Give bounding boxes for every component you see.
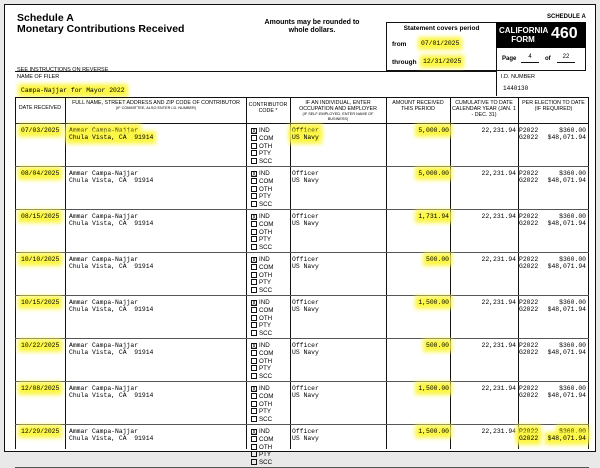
code-option-oth[interactable] xyxy=(251,143,273,151)
code-option-label: OTH xyxy=(259,142,273,150)
code-option-label: COM xyxy=(259,134,274,142)
amount-received: 1,731.94 xyxy=(418,213,449,220)
code-option-oth[interactable] xyxy=(251,229,273,237)
election-amount-primary: $360.00 xyxy=(559,342,586,349)
checkbox[interactable]: X xyxy=(252,386,256,393)
election-code-primary: P2022 xyxy=(519,299,539,306)
code-option-label: IND xyxy=(259,299,270,306)
contributor-address: Chula Vista, CA 91914 xyxy=(69,349,154,356)
amount-received: 5,000.00 xyxy=(418,170,449,177)
checkbox[interactable] xyxy=(251,150,257,156)
checkbox[interactable] xyxy=(251,201,257,207)
table-row xyxy=(15,382,589,425)
occupation: Officer xyxy=(292,213,319,220)
election-amount-general: $48,071.94 xyxy=(547,306,586,313)
checkbox[interactable] xyxy=(251,279,257,285)
date-received: 08/04/2025 xyxy=(21,170,60,177)
from-date: 07/01/2025 xyxy=(421,40,460,47)
code-option-label: IND xyxy=(259,170,270,177)
code-option-label: IND xyxy=(259,127,270,134)
from-label: from xyxy=(392,41,407,48)
col-contributor-note: (IF COMMITTEE, ALSO ENTER I.D. NUMBER) xyxy=(115,106,197,110)
employer: US Navy xyxy=(292,134,319,141)
code-option-label: PTY xyxy=(259,451,272,459)
code-option-label: SCC xyxy=(259,158,273,166)
table-row xyxy=(15,339,589,382)
contributor-name: Ammar Campa-Najjar xyxy=(69,299,139,306)
checkbox[interactable] xyxy=(251,178,257,184)
code-option-com[interactable] xyxy=(251,221,273,229)
cumulative-to-date: 22,231.94 xyxy=(481,428,516,435)
code-option-oth[interactable] xyxy=(251,272,273,280)
checkbox[interactable] xyxy=(251,186,257,192)
col-cumulative: CUMULATIVE TO DATE CALENDAR YEAR (JAN. 1 - DEC. 31) xyxy=(452,100,516,118)
election-code-general: G2022 xyxy=(519,177,539,184)
checkbox[interactable] xyxy=(251,221,257,227)
id-number-label: I.D. NUMBER xyxy=(501,74,535,80)
col-per-election: PER ELECTION TO DATE (IF REQUIRED) xyxy=(522,100,585,112)
contributor-code-group xyxy=(251,256,273,295)
election-amount-general: $48,071.94 xyxy=(547,263,586,270)
employer: US Navy xyxy=(292,392,319,399)
checkbox[interactable] xyxy=(251,436,257,442)
checkbox[interactable] xyxy=(251,244,257,250)
contributor-address: Chula Vista, CA 91914 xyxy=(69,177,154,184)
col-employer-note: (IF SELF-EMPLOYED, ENTER NAME OF BUSINESS) xyxy=(302,112,374,121)
contributor-address: Chula Vista, CA 91914 xyxy=(69,306,154,313)
date-received: 07/03/2025 xyxy=(21,127,60,134)
checkbox[interactable] xyxy=(251,229,257,235)
date-received: 10/22/2025 xyxy=(21,342,60,349)
code-option-pty[interactable] xyxy=(251,365,273,373)
checkbox[interactable]: X xyxy=(252,128,256,135)
code-option-scc[interactable] xyxy=(251,416,273,424)
checkbox[interactable] xyxy=(251,315,257,321)
checkbox[interactable] xyxy=(251,135,257,141)
code-option-label: SCC xyxy=(259,287,273,295)
code-option-label: IND xyxy=(259,213,270,220)
code-option-oth[interactable] xyxy=(251,444,273,452)
code-option-label: COM xyxy=(259,177,274,185)
checkbox[interactable] xyxy=(251,158,257,164)
code-option-label: COM xyxy=(259,220,274,228)
page-total: 22 xyxy=(557,54,575,63)
code-option-label: COM xyxy=(259,435,274,443)
code-option-label: COM xyxy=(259,392,274,400)
occupation: Officer xyxy=(292,299,319,306)
checkbox[interactable] xyxy=(251,264,257,270)
code-option-scc[interactable] xyxy=(251,330,273,338)
election-code-primary: P2022 xyxy=(519,342,539,349)
checkbox[interactable] xyxy=(251,401,257,407)
election-code-primary: P2022 xyxy=(519,428,539,435)
code-option-pty[interactable] xyxy=(251,236,273,244)
checkbox[interactable] xyxy=(251,272,257,278)
schedule-title: Schedule A xyxy=(17,12,74,24)
col-contributor: FULL NAME, STREET ADDRESS AND ZIP CODE OF CONTRIBUTOR xyxy=(72,100,240,106)
form-page xyxy=(4,4,596,467)
contributor-name: Ammar Campa-Najjar xyxy=(69,428,139,435)
form-state: CALIFORNIA xyxy=(499,26,549,35)
code-option-label: COM xyxy=(259,306,274,314)
code-option-oth[interactable] xyxy=(251,401,273,409)
code-option-ind[interactable] xyxy=(251,299,273,307)
code-option-label: PTY xyxy=(259,279,272,287)
election-code-general: G2022 xyxy=(519,134,539,141)
contributor-name: Ammar Campa-Najjar xyxy=(69,127,139,134)
code-option-pty[interactable] xyxy=(251,150,273,158)
election-amount-primary: $360.00 xyxy=(559,385,586,392)
contributor-name: Ammar Campa-Najjar xyxy=(69,256,139,263)
checkbox[interactable]: X xyxy=(252,257,256,264)
code-option-ind[interactable] xyxy=(251,170,273,178)
occupation: Officer xyxy=(292,428,319,435)
checkbox[interactable]: X xyxy=(252,429,256,436)
checkbox[interactable] xyxy=(251,459,257,465)
employer: US Navy xyxy=(292,220,319,227)
through-date: 12/31/2025 xyxy=(423,58,462,65)
code-option-label: PTY xyxy=(259,150,272,158)
code-option-label: PTY xyxy=(259,236,272,244)
code-option-scc[interactable] xyxy=(251,373,273,381)
col-contributor-code: CONTRIBUTOR CODE * xyxy=(248,102,288,114)
code-option-label: SCC xyxy=(259,201,273,209)
code-option-oth[interactable] xyxy=(251,315,273,323)
election-code-primary: P2022 xyxy=(519,127,539,134)
code-option-oth[interactable] xyxy=(251,186,273,194)
filer-name: Campa-Najjar for Mayor 2022 xyxy=(21,87,125,94)
schedule-label: SCHEDULE A xyxy=(547,14,586,20)
id-number-value: 1440130 xyxy=(503,85,529,92)
code-option-ind[interactable] xyxy=(251,213,273,221)
cumulative-to-date: 22,231.94 xyxy=(481,127,516,134)
election-amount-general: $48,071.94 xyxy=(547,392,586,399)
rounding-note: Amounts may be rounded to whole dollars. xyxy=(264,19,360,34)
occupation: Officer xyxy=(292,342,319,349)
id-number-box xyxy=(496,71,586,96)
election-amount-primary: $360.00 xyxy=(559,170,586,177)
election-amount-primary: $360.00 xyxy=(559,428,586,435)
election-amount-general: $48,071.94 xyxy=(547,349,586,356)
checkbox[interactable] xyxy=(251,287,257,293)
election-code-primary: P2022 xyxy=(519,170,539,177)
checkbox[interactable] xyxy=(251,322,257,328)
code-option-pty[interactable] xyxy=(251,193,273,201)
code-option-label: PTY xyxy=(259,193,272,201)
schedule-header xyxy=(17,13,184,35)
checkbox[interactable]: X xyxy=(252,343,256,350)
code-option-ind[interactable] xyxy=(251,342,273,350)
employer: US Navy xyxy=(292,306,319,313)
code-option-label: OTH xyxy=(259,271,273,279)
code-option-pty[interactable] xyxy=(251,279,273,287)
code-option-label: SCC xyxy=(259,416,273,424)
employer: US Navy xyxy=(292,435,319,442)
code-option-label: PTY xyxy=(259,322,272,330)
code-option-pty[interactable] xyxy=(251,451,273,459)
cumulative-to-date: 22,231.94 xyxy=(481,299,516,306)
code-option-com[interactable] xyxy=(251,436,273,444)
table-row xyxy=(15,425,589,468)
code-option-com[interactable] xyxy=(251,178,273,186)
checkbox[interactable] xyxy=(251,451,257,457)
contributor-code-group xyxy=(251,170,273,209)
page-label: Page xyxy=(502,56,517,62)
table-header xyxy=(15,97,589,124)
code-option-label: OTH xyxy=(259,443,273,451)
contributor-name: Ammar Campa-Najjar xyxy=(69,342,139,349)
election-code-general: G2022 xyxy=(519,306,539,313)
code-option-label: IND xyxy=(259,428,270,435)
election-amount-primary: $360.00 xyxy=(559,256,586,263)
checkbox[interactable] xyxy=(251,373,257,379)
contributor-code-group xyxy=(251,127,273,166)
occupation: Officer xyxy=(292,127,319,134)
election-code-general: G2022 xyxy=(519,349,539,356)
checkbox[interactable] xyxy=(251,193,257,199)
code-option-pty[interactable] xyxy=(251,322,273,330)
table-row xyxy=(15,124,589,167)
code-option-ind[interactable] xyxy=(251,385,273,393)
code-option-label: COM xyxy=(259,263,274,271)
code-option-scc[interactable] xyxy=(251,287,273,295)
election-code-general: G2022 xyxy=(519,435,539,442)
checkbox[interactable] xyxy=(251,416,257,422)
cumulative-to-date: 22,231.94 xyxy=(481,170,516,177)
occupation: Officer xyxy=(292,170,319,177)
code-option-label: IND xyxy=(259,385,270,392)
election-amount-primary: $360.00 xyxy=(559,299,586,306)
date-received: 12/08/2025 xyxy=(21,385,60,392)
checkbox[interactable] xyxy=(251,350,257,356)
checkbox[interactable] xyxy=(251,408,257,414)
election-code-primary: P2022 xyxy=(519,385,539,392)
code-option-label: OTH xyxy=(259,314,273,322)
amount-received: 500.00 xyxy=(425,256,449,263)
amount-received: 500.00 xyxy=(425,342,449,349)
code-option-oth[interactable] xyxy=(251,358,273,366)
contributor-address: Chula Vista, CA 91914 xyxy=(69,263,154,270)
contributor-name: Ammar Campa-Najjar xyxy=(69,385,139,392)
statement-period-title: Statement covers period xyxy=(403,25,480,32)
contributor-code-group xyxy=(251,213,273,252)
cumulative-to-date: 22,231.94 xyxy=(481,256,516,263)
cumulative-to-date: 22,231.94 xyxy=(481,385,516,392)
checkbox[interactable] xyxy=(251,444,257,450)
schedule-subtitle: Monetary Contributions Received xyxy=(17,23,185,35)
checkbox[interactable] xyxy=(251,307,257,313)
checkbox[interactable] xyxy=(251,236,257,242)
name-of-filer-label: NAME OF FILER xyxy=(17,74,60,80)
occupation: Officer xyxy=(292,256,319,263)
code-option-ind[interactable] xyxy=(251,256,273,264)
form-word: FORM xyxy=(511,35,535,44)
election-code-general: G2022 xyxy=(519,220,539,227)
code-option-scc[interactable] xyxy=(251,459,273,467)
contributor-code-group xyxy=(251,342,273,381)
employer: US Navy xyxy=(292,263,319,270)
election-amount-primary: $360.00 xyxy=(559,127,586,134)
contributor-code-group xyxy=(251,299,273,338)
checkbox[interactable]: X xyxy=(252,300,256,307)
date-received: 10/15/2025 xyxy=(21,299,60,306)
code-option-pty[interactable] xyxy=(251,408,273,416)
table-row xyxy=(15,253,589,296)
contributor-code-group xyxy=(251,385,273,424)
contributor-address: Chula Vista, CA 91914 xyxy=(69,134,154,141)
checkbox[interactable] xyxy=(251,365,257,371)
code-option-scc[interactable] xyxy=(251,244,273,252)
code-option-label: PTY xyxy=(259,365,272,373)
statement-period-box xyxy=(386,22,496,71)
code-option-scc[interactable] xyxy=(251,158,273,166)
election-amount-general: $48,071.94 xyxy=(547,177,586,184)
contributor-address: Chula Vista, CA 91914 xyxy=(69,220,154,227)
code-option-label: IND xyxy=(259,256,270,263)
date-received: 12/29/2025 xyxy=(21,428,60,435)
col-employer: IF AN INDIVIDUAL, ENTER OCCUPATION AND EMPLOYER xyxy=(299,100,377,112)
form-number: 460 xyxy=(551,25,578,42)
table-row xyxy=(15,167,589,210)
election-code-primary: P2022 xyxy=(519,256,539,263)
code-option-ind[interactable] xyxy=(251,127,273,135)
code-option-com[interactable] xyxy=(251,350,273,358)
checkbox[interactable] xyxy=(251,330,257,336)
code-option-label: IND xyxy=(259,342,270,349)
amount-received: 1,500.00 xyxy=(418,428,449,435)
election-code-primary: P2022 xyxy=(519,213,539,220)
amount-received: 1,500.00 xyxy=(418,385,449,392)
checkbox[interactable]: X xyxy=(252,214,256,221)
checkbox[interactable] xyxy=(251,358,257,364)
code-option-com[interactable] xyxy=(251,264,273,272)
cumulative-to-date: 22,231.94 xyxy=(481,213,516,220)
contributor-code-group xyxy=(251,428,273,467)
code-option-label: SCC xyxy=(259,330,273,338)
code-option-com[interactable] xyxy=(251,307,273,315)
code-option-label: OTH xyxy=(259,228,273,236)
code-option-scc[interactable] xyxy=(251,201,273,209)
date-received: 08/15/2025 xyxy=(21,213,60,220)
election-amount-general: $48,071.94 xyxy=(547,134,586,141)
code-option-label: COM xyxy=(259,349,274,357)
page-current: 4 xyxy=(521,54,539,63)
table-row xyxy=(15,210,589,253)
checkbox[interactable]: X xyxy=(252,171,256,178)
code-option-ind[interactable] xyxy=(251,428,273,436)
occupation: Officer xyxy=(292,385,319,392)
employer: US Navy xyxy=(292,177,319,184)
code-option-label: OTH xyxy=(259,357,273,365)
code-option-label: PTY xyxy=(259,408,272,416)
election-amount-primary: $360.00 xyxy=(559,213,586,220)
contributor-address: Chula Vista, CA 91914 xyxy=(69,435,154,442)
date-received: 10/10/2025 xyxy=(21,256,60,263)
col-amount: AMOUNT RECEIVED THIS PERIOD xyxy=(392,100,444,112)
checkbox[interactable] xyxy=(251,143,257,149)
cumulative-to-date: 22,231.94 xyxy=(481,342,516,349)
through-label: through xyxy=(392,59,417,66)
page-number-box xyxy=(496,48,586,71)
contributor-address: Chula Vista, CA 91914 xyxy=(69,392,154,399)
checkbox[interactable] xyxy=(251,393,257,399)
code-option-com[interactable] xyxy=(251,135,273,143)
col-date-received: DATE RECEIVED xyxy=(18,105,62,111)
election-amount-general: $48,071.94 xyxy=(547,220,586,227)
election-amount-general: $48,071.94 xyxy=(547,435,586,442)
code-option-com[interactable] xyxy=(251,393,273,401)
employer: US Navy xyxy=(292,349,319,356)
amount-received: 5,000.00 xyxy=(418,127,449,134)
code-option-label: SCC xyxy=(259,373,273,381)
amount-received: 1,500.00 xyxy=(418,299,449,306)
contributor-name: Ammar Campa-Najjar xyxy=(69,170,139,177)
form-badge xyxy=(496,22,586,48)
election-code-general: G2022 xyxy=(519,392,539,399)
code-option-label: SCC xyxy=(259,244,273,252)
code-option-label: SCC xyxy=(259,459,273,467)
page-of-label: of xyxy=(545,56,551,62)
code-option-label: OTH xyxy=(259,185,273,193)
code-option-label: OTH xyxy=(259,400,273,408)
election-code-general: G2022 xyxy=(519,263,539,270)
see-instructions: SEE INSTRUCTIONS ON REVERSE xyxy=(17,67,109,73)
table-row xyxy=(15,296,589,339)
contributor-name: Ammar Campa-Najjar xyxy=(69,213,139,220)
